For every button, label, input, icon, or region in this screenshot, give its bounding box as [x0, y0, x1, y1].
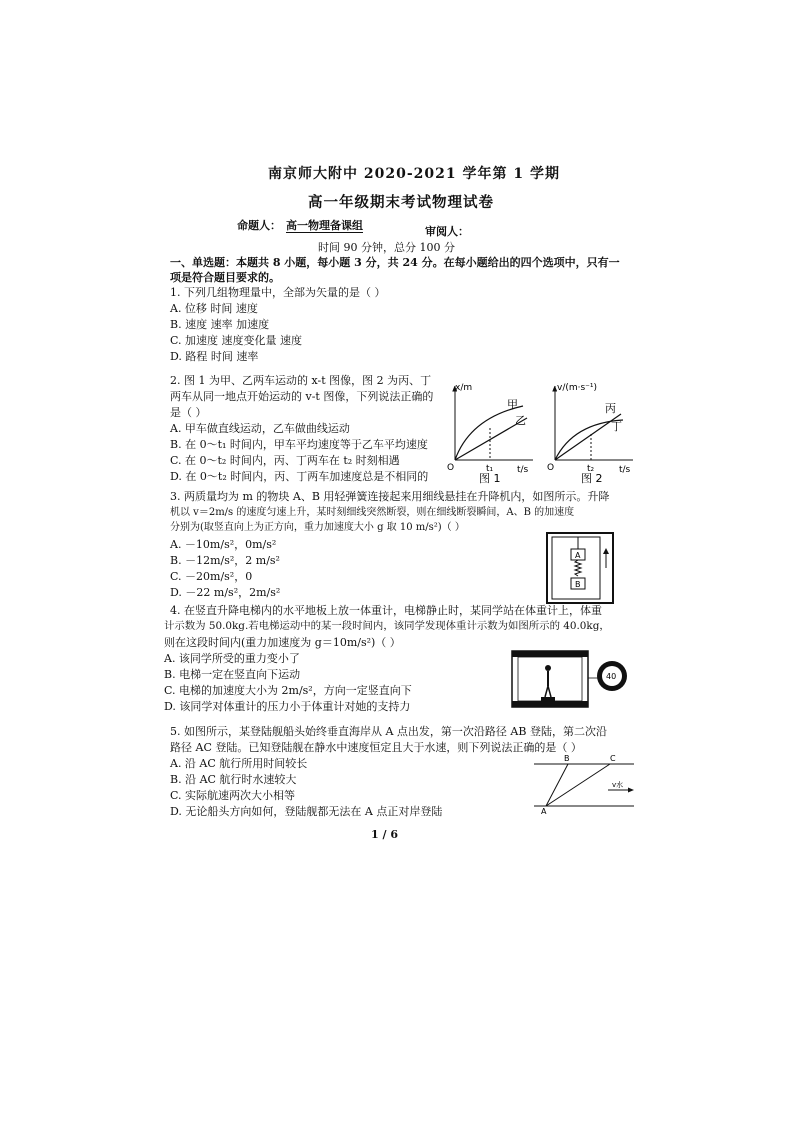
q1-option-d: D. 路程 时间 速率: [170, 350, 259, 363]
q2-option-d: D. 在 0～t₂ 时间内，丙、丁两车加速度总是不相同的: [170, 470, 429, 483]
q2-option-c: C. 在 0～t₂ 时间内，丙、丁两车在 t₂ 时刻相遇: [170, 454, 400, 467]
exam-subtitle: 高一年级期末考试物理试卷: [308, 194, 494, 211]
q2-stem-2: 两车从同一地点开始运动的 v-t 图像，下列说法正确的: [170, 390, 434, 403]
q4-stem-3: 则在这段时间内(重力加速度为 g＝10m/s²)（ ）: [164, 636, 401, 649]
time-info: 时间 90 分钟，总分 100 分: [318, 241, 455, 254]
q3-stem-3: 分别为(取竖直向上为正方向，重力加速度大小 g 取 10 m/s²)（ ）: [170, 522, 465, 533]
q2-figure-2: [545, 378, 635, 484]
q4-option-d: D. 该同学对体重计的压力小于体重计对她的支持力: [164, 700, 411, 713]
fig2-origin: O: [547, 463, 555, 473]
fig1-tick: t₁: [486, 464, 494, 474]
q5-point-b: B: [564, 754, 570, 763]
fig1-curve1: 甲: [507, 398, 518, 411]
section1-line2: 项是符合题目要求的。: [170, 271, 280, 284]
fig2-xlabel: t/s: [619, 465, 631, 475]
q5-stem-2: 路径 AC 登陆。已知登陆舰在静水中速度恒定且大于水速，则下列说法正确的是（ ）: [170, 741, 582, 754]
q3-option-b: B. －12m/s²，2 m/s²: [170, 554, 280, 567]
q5-option-b: B. 沿 AC 航行时水速较大: [170, 773, 297, 786]
q3-option-c: C. －20m/s²，0: [170, 570, 253, 583]
q3-figure: [546, 532, 616, 606]
exam-title: 南京师大附中 2020-2021 学年第 1 学期: [268, 166, 560, 182]
q5-option-a: A. 沿 AC 航行所用时间较长: [170, 757, 308, 770]
q5-water-velocity: v水: [612, 781, 624, 789]
fig1-ylabel: x/m: [455, 383, 473, 393]
q4-stem-2: 计示数为 50.0kg.若电梯运动中的某一段时间内，该同学发现体重计示数为如图所示的 40.0kg，: [164, 620, 610, 632]
q3-stem-1: 3. 两质量均为 m 的物块 A、B 用轻弹簧连接起来用细线悬挂在升降机内，如图所示。升降: [170, 490, 610, 503]
reviewer-label: 审阅人：: [425, 225, 469, 238]
fig1-caption: 图 1: [479, 472, 501, 484]
q4-figure: [510, 648, 628, 710]
q5-stem-1: 5. 如图所示，某登陆舰船头始终垂直海岸从 A 点出发，第一次沿路径 AB 登陆，第二次沿: [170, 725, 607, 738]
q4-option-c: C. 电梯的加速度大小为 2m/s²，方向一定竖直向下: [164, 684, 412, 697]
fig2-tick: t₂: [587, 464, 595, 474]
section1-line1: 一、单选题：本题共 8 小题，每小题 3 分，共 24 分。在每小题给出的四个选项中，只有一: [170, 256, 620, 269]
q5-point-c: C: [610, 754, 616, 763]
fig2-ylabel: v/(m·s⁻¹): [557, 383, 598, 393]
q2-option-a: A. 甲车做直线运动，乙车做曲线运动: [170, 422, 350, 435]
q5-option-d: D. 无论船头方向如何，登陆舰都无法在 A 点正对岸登陆: [170, 805, 443, 818]
q2-stem-1: 2. 图 1 为甲、乙两车运动的 x-t 图像，图 2 为丙、丁: [170, 374, 432, 387]
fig2-caption: 图 2: [581, 472, 603, 484]
q1-option-b: B. 速度 速率 加速度: [170, 318, 270, 331]
q3-option-a: A. －10m/s²，0m/s²: [170, 538, 277, 551]
q5-point-a: A: [541, 807, 547, 814]
q1-stem: 1. 下列几组物理量中，全部为矢量的是（ ）: [170, 286, 386, 299]
fig1-origin: O: [447, 463, 455, 473]
q3-stem-2: 机以 v＝2m/s 的速度匀速上升，某时刻细线突然断裂，则在细线断裂瞬间，A、B 的加速度: [170, 507, 575, 518]
q1-option-c: C. 加速度 速度变化量 速度: [170, 334, 303, 347]
fig2-curve1: 丙: [605, 402, 616, 415]
q3-block-a: A: [575, 551, 581, 560]
q5-figure: [530, 752, 638, 814]
q2-figure-1: [445, 378, 535, 484]
q1-option-a: A. 位移 时间 速度: [170, 302, 258, 315]
q5-option-c: C. 实际航速两次大小相等: [170, 789, 296, 802]
author-label: 命题人：: [237, 219, 281, 232]
fig1-xlabel: t/s: [517, 465, 529, 475]
q4-scale-reading: 40: [606, 672, 617, 681]
q2-option-b: B. 在 0～t₁ 时间内，甲车平均速度等于乙车平均速度: [170, 438, 428, 451]
fig1-curve2: 乙: [515, 414, 526, 427]
q4-stem-1: 4. 在竖直升降电梯内的水平地板上放一体重计，电梯静止时，某同学站在体重计上，体重: [170, 604, 602, 617]
q3-option-d: D. －22 m/s²，2m/s²: [170, 586, 281, 599]
q4-option-a: A. 该同学所受的重力变小了: [164, 652, 300, 665]
q2-stem-3: 是（ ）: [170, 406, 207, 419]
page-number: 1 / 6: [371, 828, 398, 841]
fig2-curve2: 丁: [611, 420, 622, 433]
q4-option-b: B. 电梯一定在竖直向下运动: [164, 668, 301, 681]
author-value: 高一物理备课组: [286, 219, 363, 232]
q3-block-b: B: [575, 580, 581, 589]
